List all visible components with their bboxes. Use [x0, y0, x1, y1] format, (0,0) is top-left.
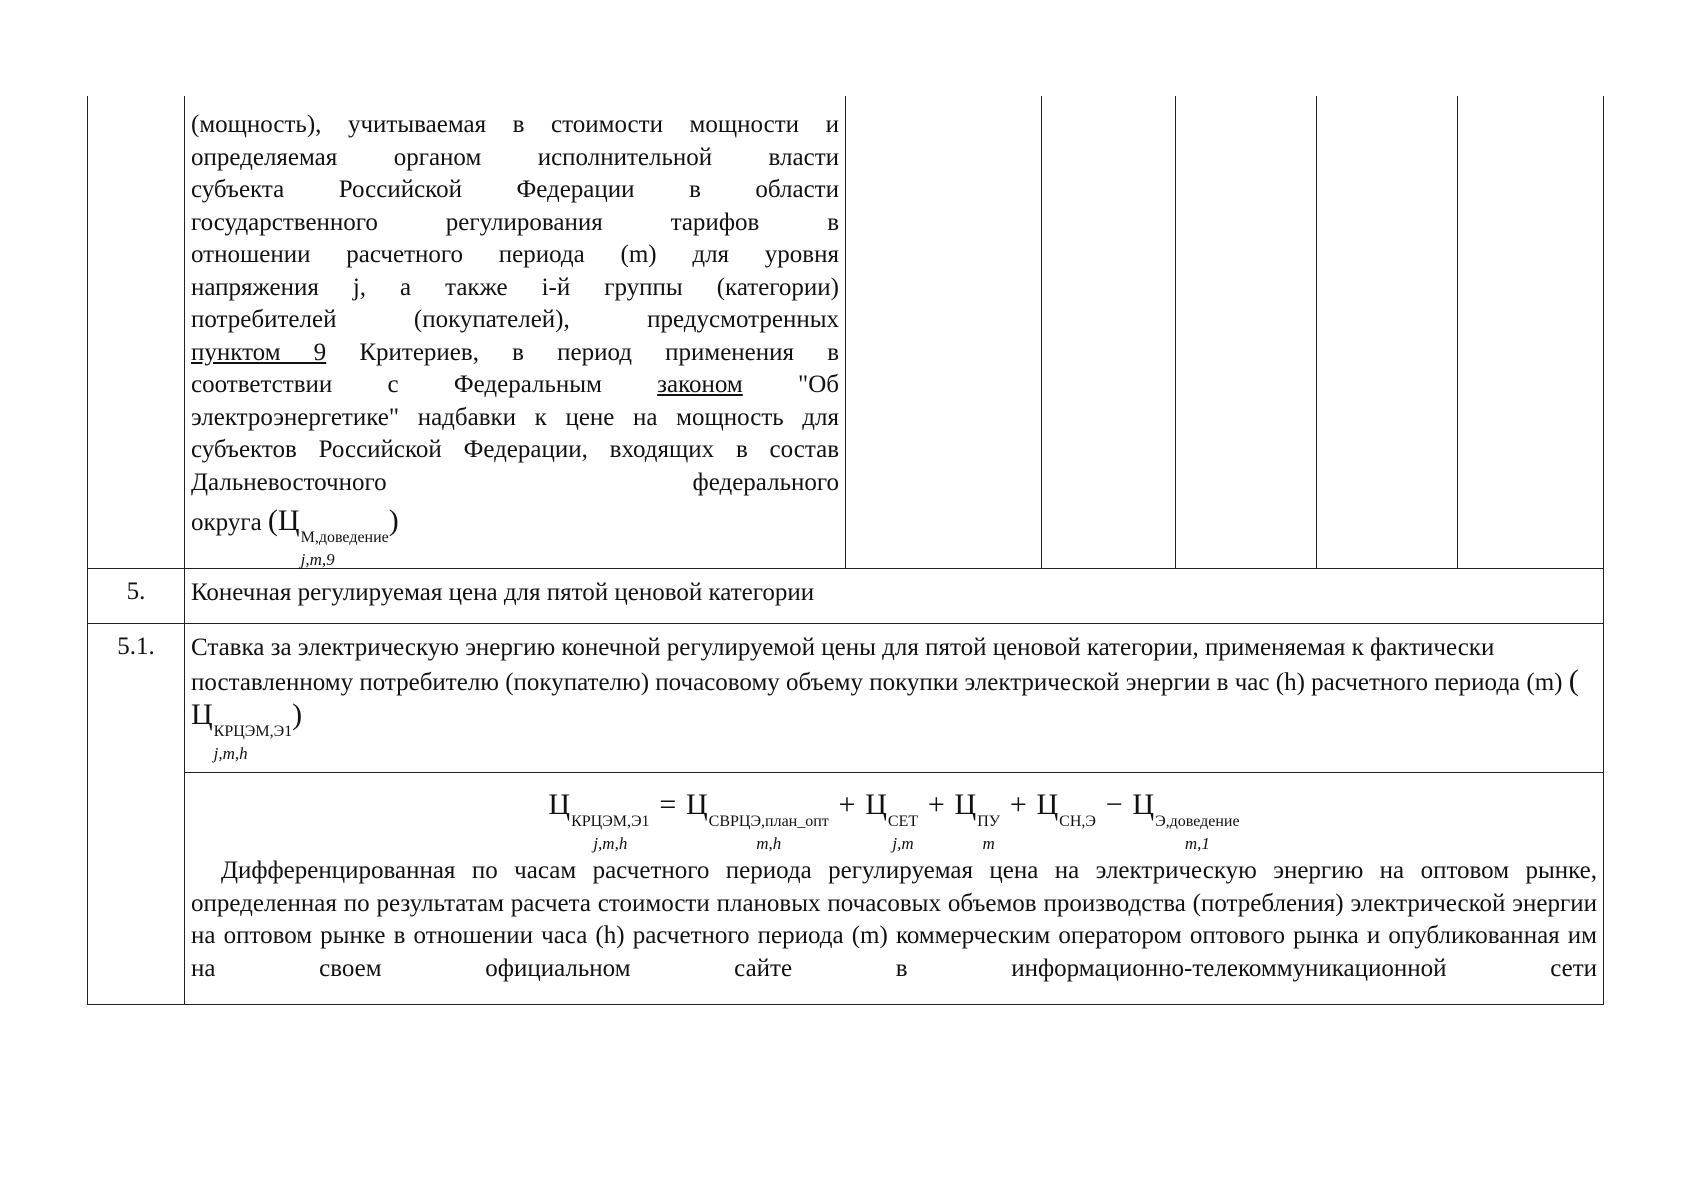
- plus-sign: +: [1009, 788, 1027, 821]
- paren-open: (: [1568, 663, 1579, 697]
- row-4-line: определяемая органом исполнительной власти: [191, 143, 839, 171]
- symbol-sup: М,доведение: [300, 529, 389, 546]
- formula-term-dovedenie: [1132, 789, 1239, 852]
- symbol-base: Ц: [865, 788, 887, 821]
- symbol-sup: Э,доведение: [1155, 813, 1240, 830]
- symbol-base: Ц: [1036, 788, 1059, 821]
- symbol-base: Ц: [191, 698, 213, 731]
- criteria-point-9-link[interactable]: пунктом 9: [191, 338, 327, 366]
- row-4-line-with-law-link: [191, 369, 839, 402]
- symbol-sub: m: [982, 834, 995, 853]
- row-4-link2-head: соответствии с Федеральным: [191, 371, 658, 398]
- row-4-value-cell-4: [1317, 96, 1458, 569]
- price-formula: [191, 785, 1597, 855]
- row-4-value-cell-3: [1176, 96, 1317, 569]
- formula-term-svrce: [686, 789, 829, 852]
- minus-sign: −: [1105, 788, 1123, 821]
- equals-sign: =: [659, 788, 677, 821]
- symbol-sub: j,m: [892, 834, 914, 853]
- row-4-last-line: [191, 505, 839, 568]
- paren-close: ): [388, 504, 399, 537]
- symbol-sup: ПУ: [977, 813, 1001, 830]
- row-4-line: напряжения j, а также i-й группы (категории): [191, 273, 839, 301]
- row-4-value-cell-1: [846, 96, 1042, 569]
- row-4-line: субъекта Российской Федерации в области: [191, 176, 839, 203]
- formula-explanation-paragraph: Дифференцированная по часам расчетного периода регулируемая цена на электрическую энергию на оптовом рынке, определенная по результатам расчета стоимости плановых почасовых объемов производства (потребления) электрической энергии на оптовом рынке в отношении часа (h) расчетного периода (m) коммерческим оператором оптового рынка и опубликованная им на своем официальном сайте в информационно-телекоммуникационной сети: [191, 857, 1597, 982]
- row-5-1-text: Ставка за электрическую энергию конечной регулируемой цены для пятой ценовой категории, применяемая к фактически поставленному потребителю (покупателю) почасовому объему покупки электрической энергии в час (h) расчетного периода (m): [191, 634, 1563, 696]
- row-5-1-formula: [88, 773, 1604, 1005]
- formula-term-sn: [1037, 789, 1096, 836]
- row-4-text-cell: [185, 96, 846, 569]
- price-symbol-m-dovedenie: [278, 505, 389, 568]
- symbol-base: Ц: [954, 788, 977, 821]
- row-4-line: (мощность), учитываемая в стоимости мощности и: [191, 111, 839, 138]
- row-4-line-with-link: [191, 337, 839, 370]
- formula-term-set: [865, 789, 918, 852]
- formula-term-pu: [955, 789, 1001, 852]
- symbol-sub: j,m,h: [593, 834, 628, 853]
- symbol-base: Ц: [685, 788, 708, 821]
- symbol-sup: СВРЦЭ,план_опт: [708, 813, 829, 830]
- row-5: [88, 569, 1604, 624]
- symbol-sub: j,m,9: [300, 550, 335, 569]
- symbol-sub: m,h: [756, 834, 782, 853]
- row-4-line: отношении расчетного периода (m) для уровня: [191, 241, 839, 268]
- row-4-line: субъектов Российской Федерации, входящих в состав: [191, 436, 839, 463]
- row-4-link1-tail: Критериев, в период применения в: [326, 338, 839, 366]
- federal-law-link[interactable]: законом: [657, 371, 743, 398]
- symbol-sub: m,1: [1184, 834, 1210, 853]
- row-5-1: [88, 624, 1604, 773]
- row-4-continuation: [88, 96, 1604, 569]
- formula-cell: [185, 773, 1604, 1005]
- symbol-sup: СЕТ: [887, 813, 919, 830]
- symbol-base: Ц: [548, 788, 571, 821]
- symbol-base: Ц: [277, 504, 300, 537]
- symbol-sup: КРЦЭМ,Э1: [213, 723, 293, 740]
- row-5-1-description: [185, 624, 1604, 773]
- plus-sign: +: [838, 788, 856, 821]
- row-4-link2-tail: "Об: [742, 371, 839, 398]
- symbol-sub: j,m,h: [213, 744, 248, 763]
- formula-lhs: [548, 789, 649, 852]
- row-4-value-cell-5: [1458, 96, 1604, 569]
- symbol-base: Ц: [1132, 788, 1155, 821]
- row-4-last-word: округа: [191, 509, 262, 536]
- row-5-title: Конечная регулируемая цена для пятой ценовой категории: [185, 569, 1604, 624]
- row-4-line: потребителей (покупателей), предусмотренных: [191, 306, 839, 333]
- paren-open: (: [267, 504, 278, 537]
- price-symbol-krcem: [191, 699, 292, 762]
- row-5-number: 5.: [88, 569, 185, 624]
- row-4-number-cell: [88, 96, 185, 569]
- row-4-line: электроэнергетике" надбавки к цене на мощность для: [191, 403, 839, 431]
- symbol-sup: СН,Э: [1059, 813, 1096, 830]
- paren-close: ): [292, 698, 303, 731]
- plus-sign: +: [927, 788, 945, 821]
- row-4-line: государственного регулирования тарифов в: [191, 208, 839, 236]
- symbol-sup: КРЦЭМ,Э1: [571, 813, 650, 830]
- row-4-line: Дальневосточного федерального: [191, 468, 839, 496]
- row-4-value-cell-2: [1042, 96, 1176, 569]
- tariff-table: [87, 96, 1604, 1005]
- row-5-1-number: 5.1.: [88, 624, 185, 1005]
